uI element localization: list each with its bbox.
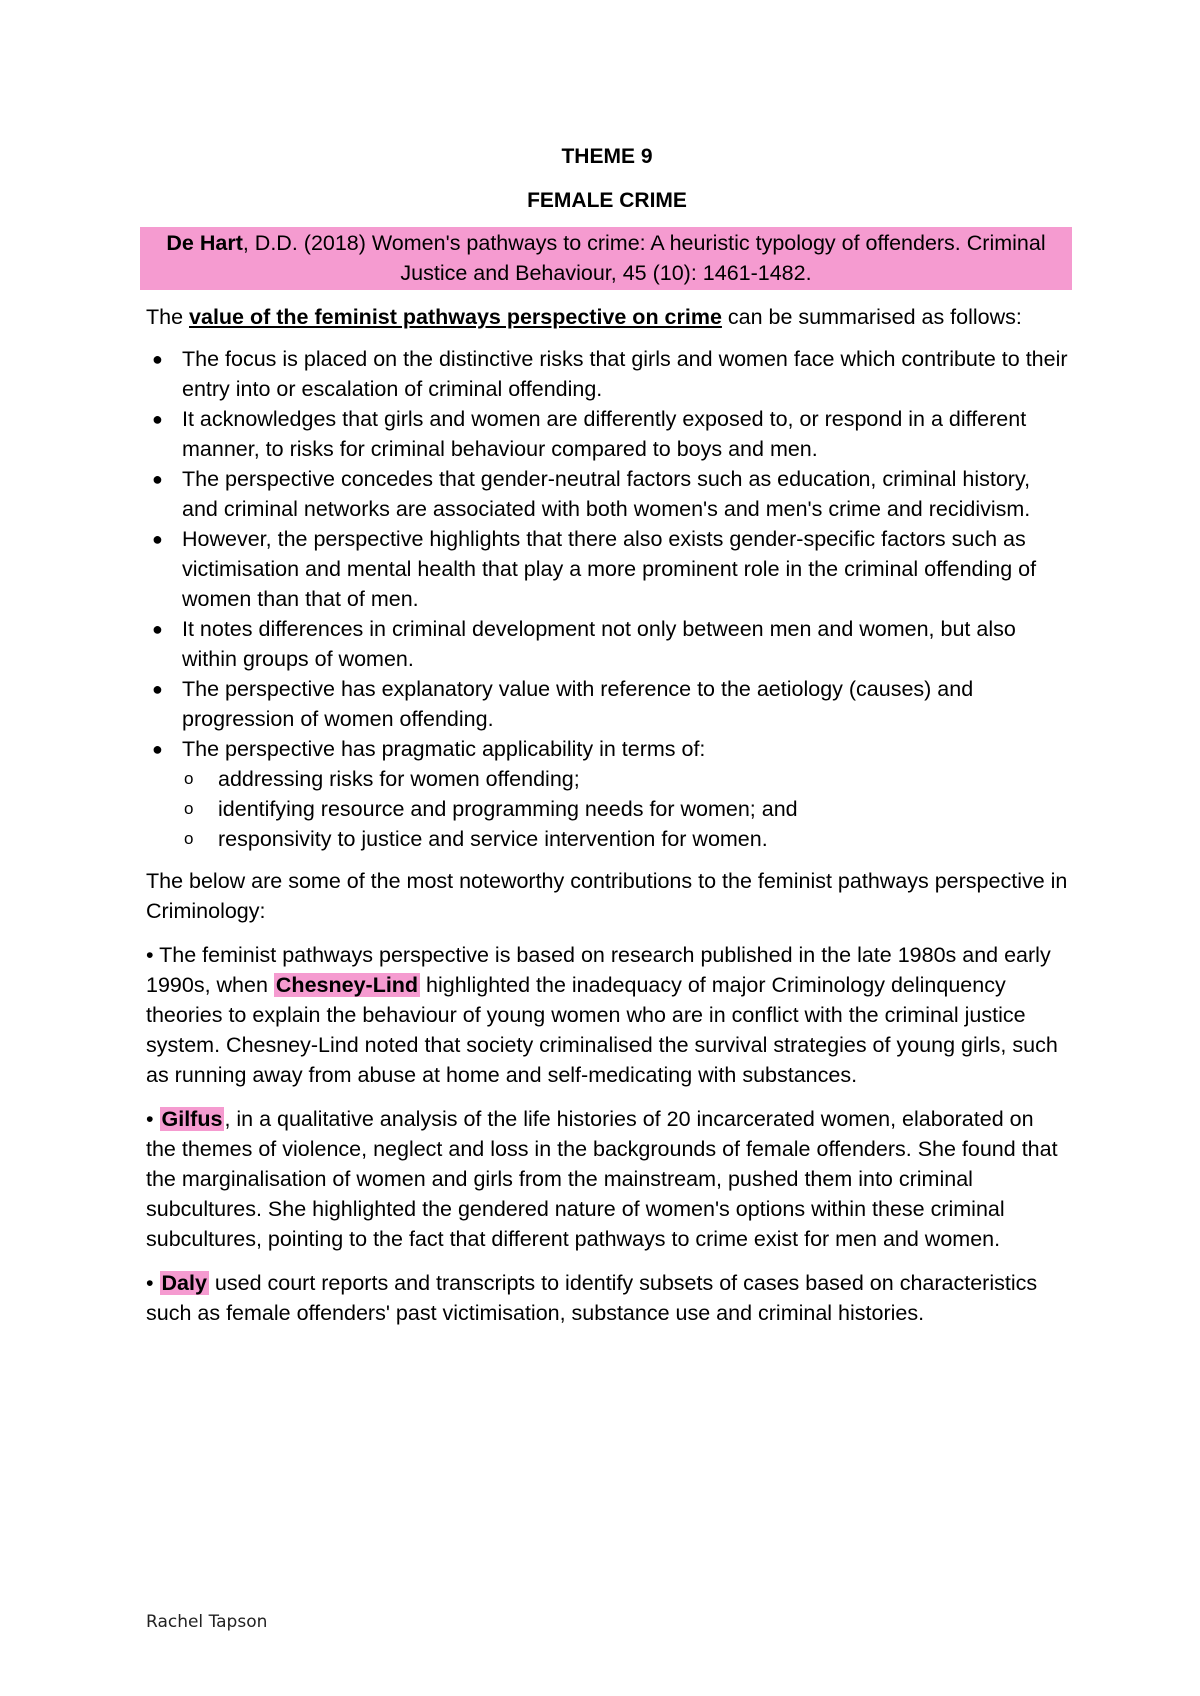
contribution-text: The feminist pathways perspective is based on research published in the late 1980s and early 1990s, when	[146, 943, 1051, 997]
footer-author: Rachel Tapson	[146, 1612, 268, 1632]
bullet-icon: ●	[152, 739, 163, 759]
citation-text: , D.D. (2018) Women's pathways to crime: A heuristic typology of offenders. Criminal Justice and Behaviour, 45 (10): 1461-1482.	[242, 231, 1046, 285]
document-body	[146, 143, 1068, 1342]
contribution-text: highlighted the inadequacy of major Criminology delinquency theories to explain the behaviour of young women who are in conflict with the criminal justice system. Chesney-Lind noted that society criminalised the survival strategies of young girls, such as running away from abuse at home and self-medicating with substances.	[146, 973, 1058, 1087]
contribution-gilfus	[146, 1104, 1068, 1254]
list-item-text: It acknowledges that girls and women are differently exposed to, or respond in a different manner, to risks for criminal behaviour compared to boys and men.	[182, 407, 1027, 461]
sub-list-item-text: responsivity to justice and service intervention for women.	[218, 827, 768, 851]
intro-before: The	[146, 305, 190, 329]
bullet-icon: ●	[152, 409, 163, 429]
list-item	[146, 404, 1068, 464]
circle-bullet-icon: o	[184, 829, 194, 848]
citation-box	[140, 227, 1072, 290]
list-item	[146, 524, 1068, 614]
list-item	[146, 734, 1068, 854]
bullet-icon: •	[146, 1107, 160, 1131]
sub-bullet-list	[182, 764, 1068, 854]
sub-list-item	[182, 794, 1068, 824]
list-item	[146, 674, 1068, 734]
list-item-text: It notes differences in criminal development not only between men and women, but also within groups of women.	[182, 617, 1016, 671]
bullet-icon: ●	[152, 529, 163, 549]
intro-emphasis: value of the feminist pathways perspective on crime	[189, 305, 722, 329]
bullet-icon: •	[146, 1271, 160, 1295]
contributions-intro: The below are some of the most noteworthy contributions to the feminist pathways perspective in Criminology:	[146, 869, 1068, 923]
sub-list-item	[182, 764, 1068, 794]
sub-list-item-text: identifying resource and programming needs for women; and	[218, 797, 798, 821]
list-item-text: The focus is placed on the distinctive risks that girls and women face which contribute to their entry into or escalation of criminal offending.	[182, 347, 1068, 401]
list-item-text: The perspective concedes that gender-neutral factors such as education, criminal history, and criminal networks are associated with both women's and men's crime and recidivism.	[182, 467, 1031, 521]
list-item	[146, 614, 1068, 674]
contribution-text: used court reports and transcripts to identify subsets of cases based on characteristics such as female offenders' past victimisation, substance use and criminal histories.	[146, 1271, 1038, 1325]
bullet-icon: •	[146, 943, 160, 967]
value-bullet-list	[146, 344, 1068, 854]
sub-list-item-text: addressing risks for women offending;	[218, 767, 580, 791]
contribution-daly	[146, 1268, 1068, 1328]
bullet-icon: ●	[152, 679, 163, 699]
contribution-text: , in a qualitative analysis of the life histories of 20 incarcerated women, elaborated on the themes of violence, neglect and loss in the backgrounds of female offenders. She found that the marginalisation of women and girls from the mainstream, pushed them into criminal subcultures. She highlighted the gendered nature of women's options within these criminal subcultures, pointing to the fact that different pathways to crime exist for men and women.	[146, 1107, 1058, 1251]
bullet-icon: ●	[152, 469, 163, 489]
highlighted-name: Daly	[161, 1271, 207, 1295]
theme-heading: THEME 9	[561, 145, 653, 168]
intro-paragraph	[146, 302, 1068, 332]
circle-bullet-icon: o	[184, 769, 194, 788]
contribution-chesney-lind	[146, 940, 1068, 1090]
sub-list-item	[182, 824, 1068, 854]
list-item	[146, 464, 1068, 524]
bullet-icon: ●	[152, 619, 163, 639]
list-item	[146, 344, 1068, 404]
bullet-icon: ●	[152, 349, 163, 369]
list-item-text: The perspective has pragmatic applicability in terms of:	[182, 737, 706, 761]
citation-author: De Hart	[166, 231, 243, 255]
highlighted-name: Gilfus	[161, 1107, 223, 1131]
highlighted-name: Chesney-Lind	[275, 973, 419, 997]
list-item-text: However, the perspective highlights that there also exists gender-specific factors such as victimisation and mental health that play a more prominent role in the criminal offending of women than that of men.	[182, 527, 1037, 611]
intro-after: can be summarised as follows:	[721, 305, 1022, 329]
topic-heading: FEMALE CRIME	[527, 189, 687, 212]
circle-bullet-icon: o	[184, 799, 194, 818]
list-item-text: The perspective has explanatory value with reference to the aetiology (causes) and progression of women offending.	[182, 677, 974, 731]
